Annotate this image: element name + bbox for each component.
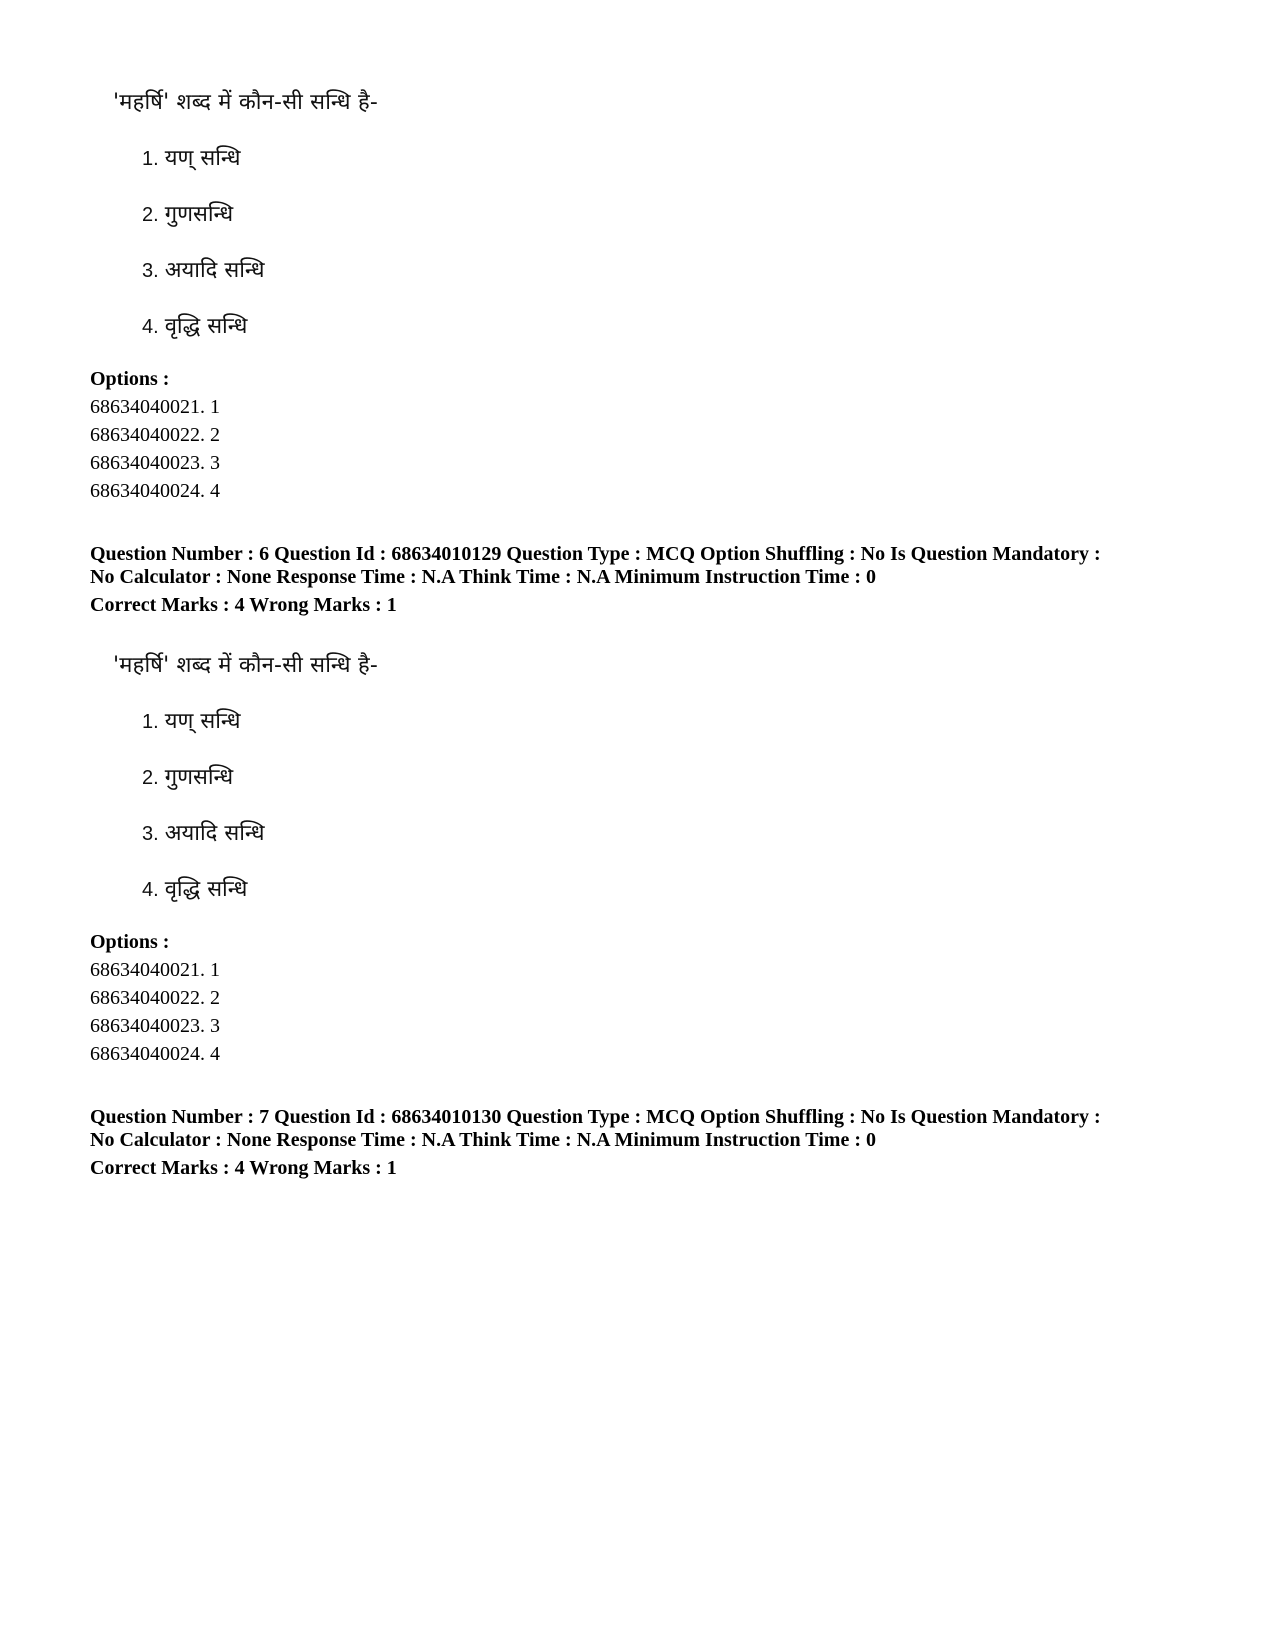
choice-number: 3. <box>142 260 159 282</box>
options-label: Options : <box>90 931 170 953</box>
choice-text: अयादि सन्धि <box>164 821 265 846</box>
question-text: 'महर्षि' शब्द में कौन-सी सन्धि है- <box>113 653 378 678</box>
option-line: 68634040023. 3 <box>90 452 220 474</box>
option-line: 68634040022. 2 <box>90 424 220 446</box>
question-marks: Correct Marks : 4 Wrong Marks : 1 <box>90 594 397 616</box>
option-line: 68634040024. 4 <box>90 480 220 502</box>
choice-number: 2. <box>142 204 159 226</box>
question-text: 'महर्षि' शब्द में कौन-सी सन्धि है- <box>113 90 378 115</box>
choice-3 <box>142 254 265 284</box>
choice-text: गुणसन्धि <box>164 765 234 790</box>
choice-text: गुणसन्धि <box>164 202 234 227</box>
choice-text: यण् सन्धि <box>164 709 241 734</box>
choice-number: 1. <box>142 148 159 170</box>
option-line: 68634040022. 2 <box>90 987 220 1009</box>
options-label: Options : <box>90 368 170 390</box>
choice-2 <box>142 761 233 791</box>
choice-4 <box>142 310 247 340</box>
choice-number: 4. <box>142 316 159 338</box>
choice-number: 4. <box>142 879 159 901</box>
choice-2 <box>142 198 233 228</box>
choice-text: वृद्धि सन्धि <box>164 877 248 902</box>
choice-4 <box>142 873 247 903</box>
option-line: 68634040021. 1 <box>90 959 220 981</box>
question-meta-line1: Question Number : 7 Question Id : 68634010130 Question Type : MCQ Option Shuffling : No Is Question Mandatory : <box>90 1106 1101 1128</box>
choice-1 <box>142 142 241 172</box>
option-line: 68634040023. 3 <box>90 1015 220 1037</box>
question-meta-line1: Question Number : 6 Question Id : 68634010129 Question Type : MCQ Option Shuffling : No Is Question Mandatory : <box>90 543 1101 565</box>
option-line: 68634040021. 1 <box>90 396 220 418</box>
question-marks: Correct Marks : 4 Wrong Marks : 1 <box>90 1157 397 1179</box>
choice-text: वृद्धि सन्धि <box>164 314 248 339</box>
choice-text: अयादि सन्धि <box>164 258 265 283</box>
choice-1 <box>142 705 241 735</box>
option-line: 68634040024. 4 <box>90 1043 220 1065</box>
choice-3 <box>142 817 265 847</box>
question-meta-line2: No Calculator : None Response Time : N.A Think Time : N.A Minimum Instruction Time : 0 <box>90 566 876 588</box>
question-meta-line2: No Calculator : None Response Time : N.A Think Time : N.A Minimum Instruction Time : 0 <box>90 1129 876 1151</box>
choice-number: 2. <box>142 767 159 789</box>
choice-text: यण् सन्धि <box>164 146 241 171</box>
choice-number: 1. <box>142 711 159 733</box>
choice-number: 3. <box>142 823 159 845</box>
